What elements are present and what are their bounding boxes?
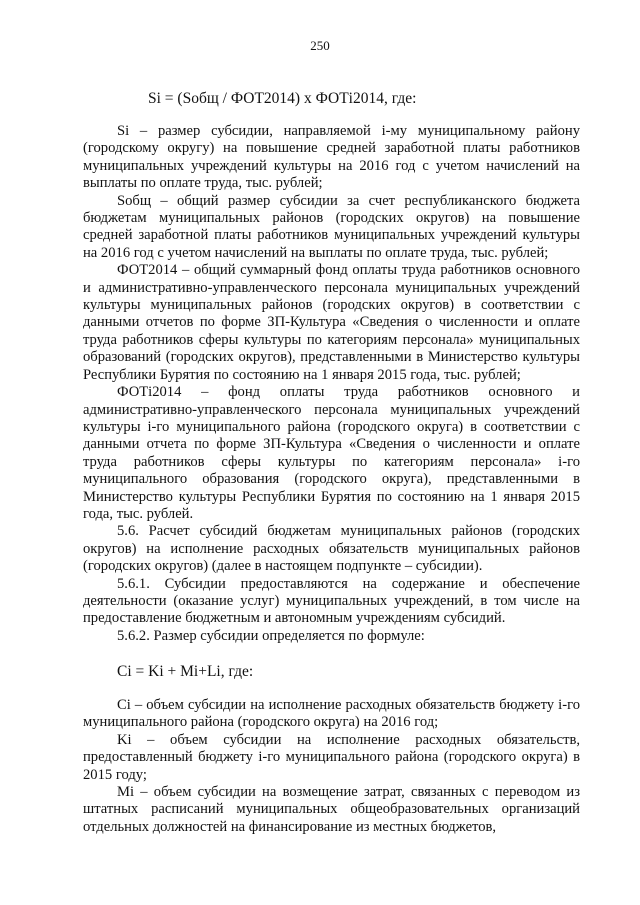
- paragraph-section-5-6: 5.6. Расчет субсидий бюджетам муниципальных районов (городских округов) на исполнение расходных обязательств муниципальных районов (городских округов) (далее в настоящем подпункте – субсидии).: [83, 523, 580, 575]
- definitions-c-block: [83, 697, 580, 836]
- page-number: 250: [310, 38, 330, 53]
- formula-subsidy-s: Si = (Sобщ / ФОТ2014) х ФОТi2014, где:: [148, 90, 417, 107]
- paragraph-section-5-6-2: 5.6.2. Размер субсидии определяется по формуле:: [117, 627, 425, 644]
- paragraph-ci-definition: Ci – объем субсидии на исполнение расходных обязательств бюджету i-го муниципального района (городского округа) на 2016 год;: [83, 697, 580, 731]
- paragraph-ki-definition: Ki – объем субсидии на исполнение расходных обязательств, предоставленный бюджету i-го муниципального района (городского округа) в 2015 году;: [83, 731, 580, 783]
- paragraph-section-5-6-1: 5.6.1. Субсидии предоставляются на содержание и обеспечение деятельности (оказание услуг) муниципальных учреждений, в том числе на предоставление бюджетным и автономным учреждениям субсидий.: [83, 575, 580, 627]
- formula-subsidy-c: Ci = Ki + Mi+Li, где:: [117, 663, 254, 680]
- paragraph-mi-definition: Mi – объем субсидии на возмещение затрат, связанных с переводом из штатных расписаний муниципальных общеобразовательных организаций отдельных должностей на финансирование из местных бюджетов,: [83, 784, 580, 835]
- definitions-s-block: [83, 123, 580, 645]
- paragraph-foti2014-definition: ФОТi2014 – фонд оплаты труда работников основного и административно-управленческого персонала муниципальных учреждений культуры i-го муниципального района (городского округа) в соответствии с данными отчета по форме ЗП-Культура «Сведения о численности и оплате труда работников сферы культуры по категориям персонала» i-го муниципального образования (городского округа), представленными в Министерство культуры Республики Бурятия по состоянию на 1 января 2015 года, тыс. рублей.: [83, 384, 580, 522]
- paragraph-sobsch-definition: Sобщ – общий размер субсидии за счет республиканского бюджета бюджетам муниципальных районов (городских округов) на повышение средней заработной платы работников муниципальных учреждений культуры на 2016 год с учетом начислений на выплаты по оплате труда, тыс. рублей;: [83, 192, 580, 261]
- paragraph-fot2014-definition: ФОТ2014 – общий суммарный фонд оплаты труда работников основного и административно-управленческого персонала муниципальных учреждений культуры муниципальных районов (городских округов) в соответствии с данными отчетов по форме ЗП-Культура «Сведения о численности и оплате труда работников сферы культуры по категориям персонала» муниципальных образований (городских округов), представленными в Министерство культуры Республики Бурятия по состоянию на 1 января 2015 года, тыс. рублей;: [83, 262, 580, 383]
- paragraph-si-definition: Si – размер субсидии, направляемой i-му муниципальному району (городскому округу) на повышение средней заработной платы работников муниципальных учреждений культуры на 2016 год с учетом начислений на выплаты по оплате труда, тыс. рублей;: [83, 123, 580, 192]
